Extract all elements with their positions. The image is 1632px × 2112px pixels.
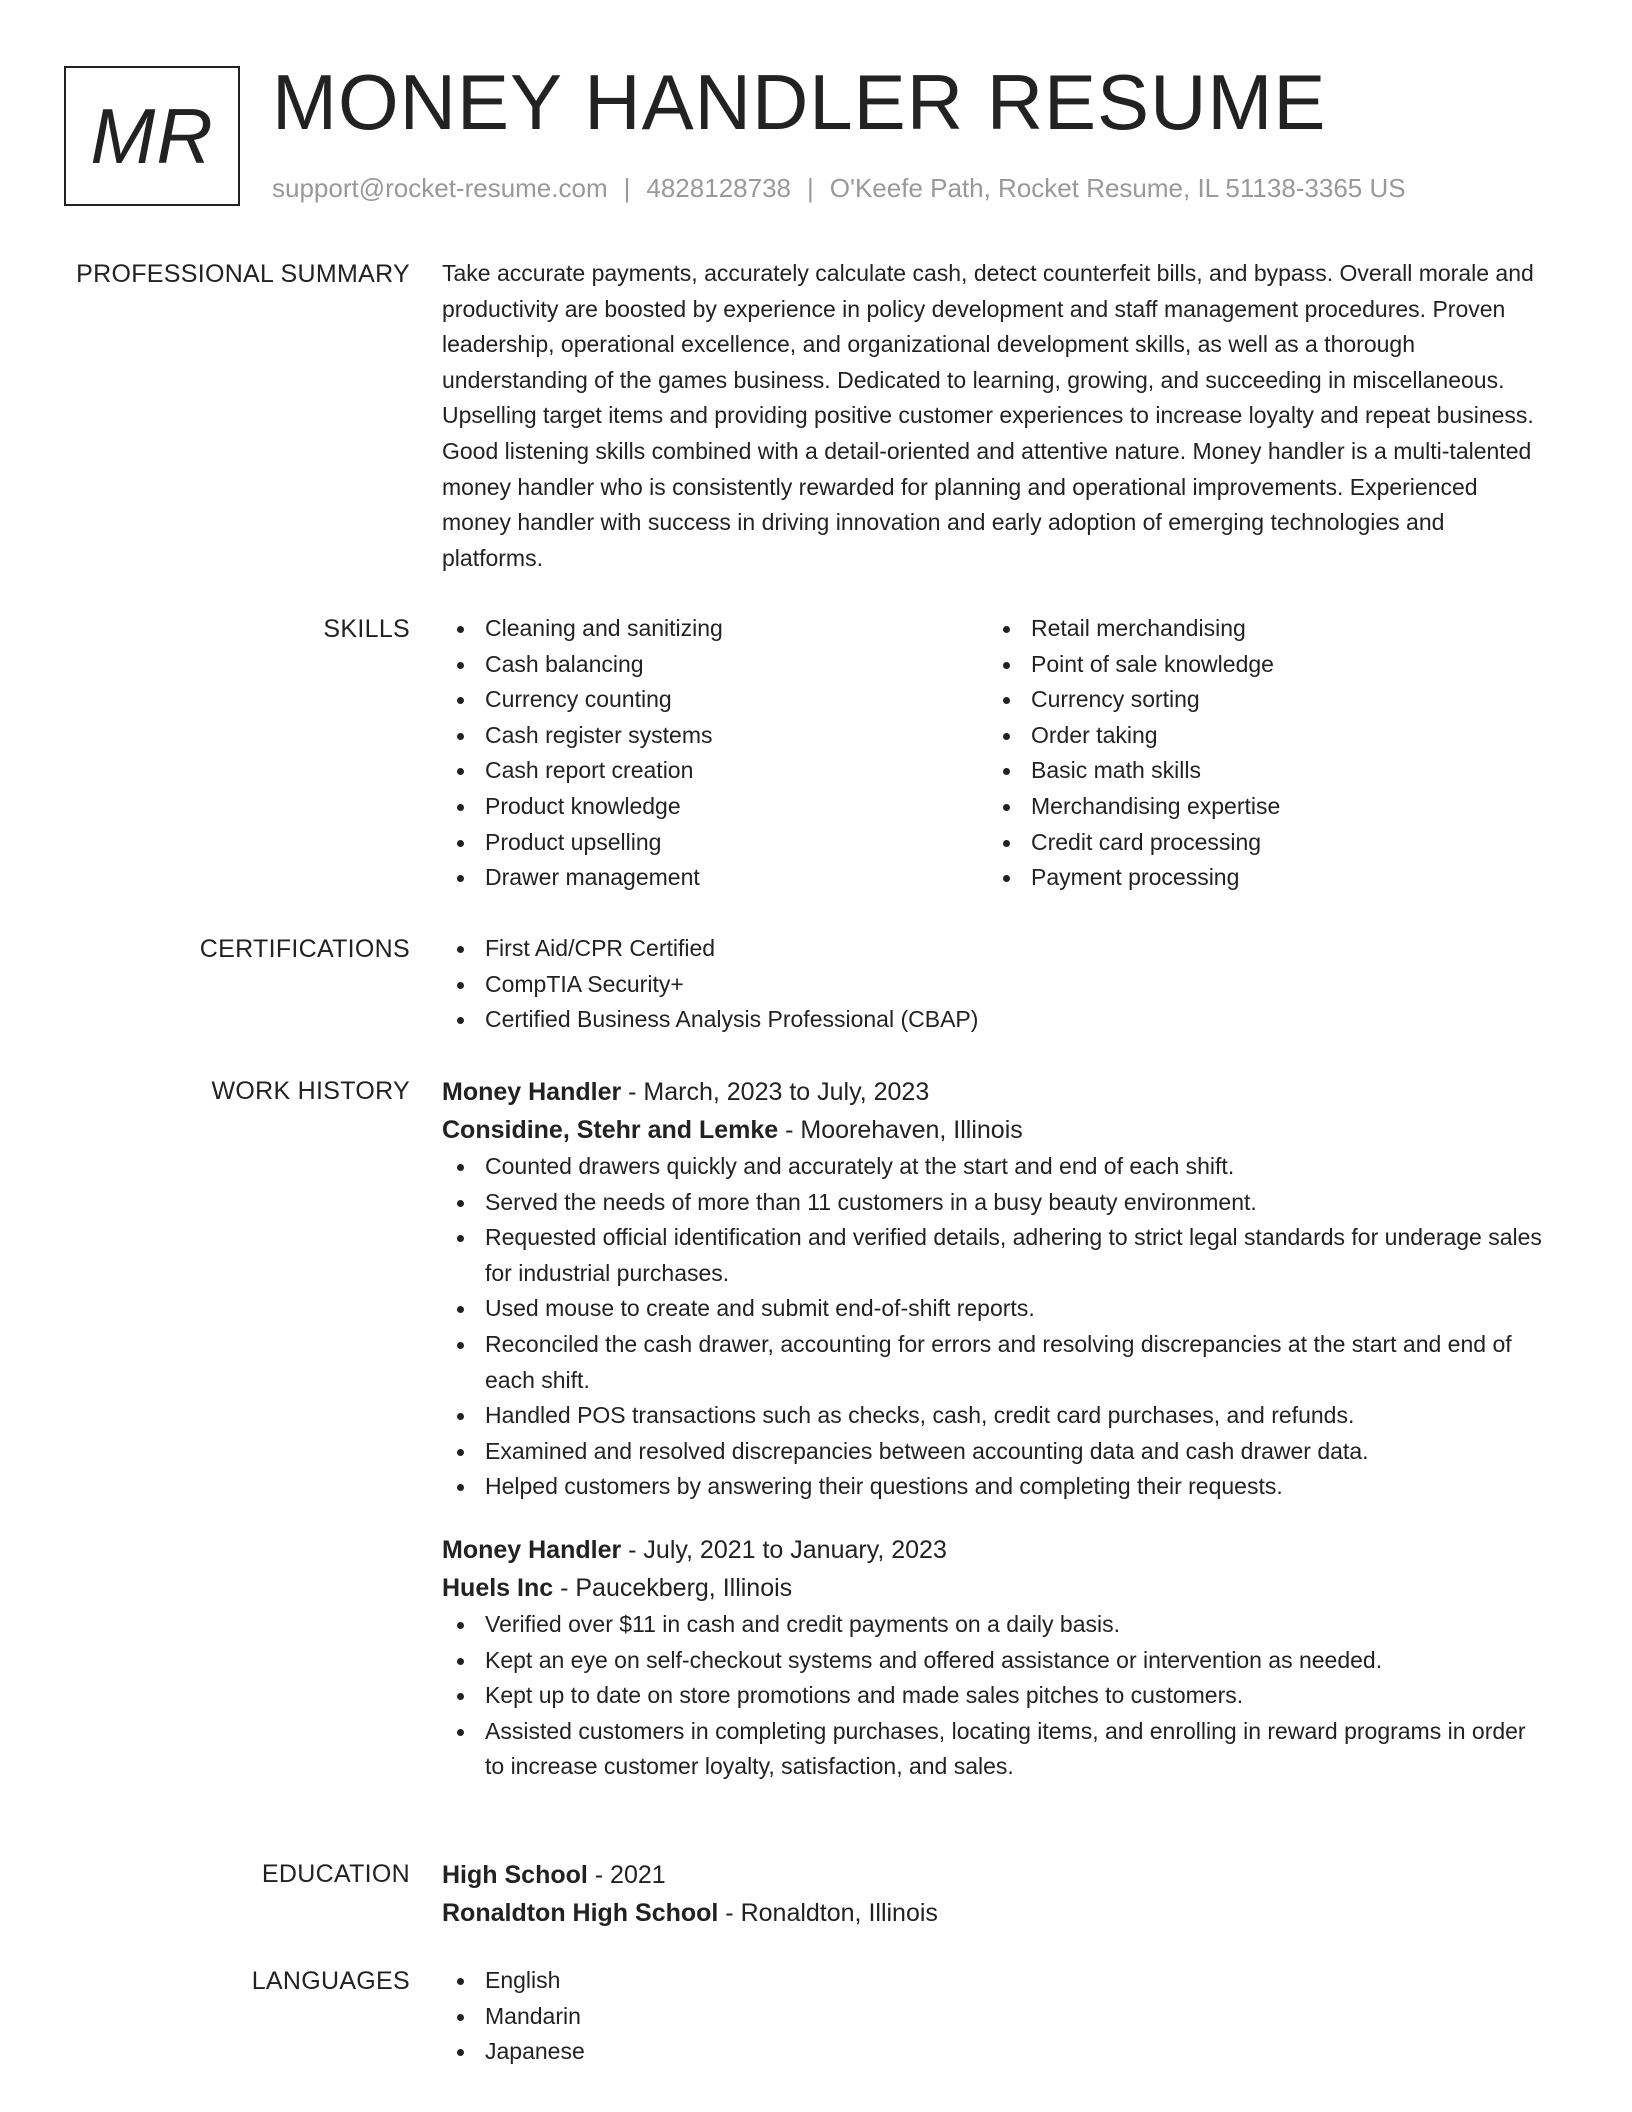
section-label-education: EDUCATION: [261, 1860, 410, 1888]
summary-text: Take accurate payments, accurately calculate cash, detect counterfeit bills, and bypass. Overall morale and productivity are boosted by experience in policy development and staff management procedures. Proven leadership, operational excellence, and organizational development skills, as well as a thorough understanding of the games business. Dedicated to learning, growing, and succeeding in miscellaneous. Upselling target items and providing positive customer experiences to increase loyalty and repeat business. Good listening skills combined with a detail-oriented and attentive nature. Money handler is a multi-talented money handler who is consistently rewarded for planning and operational improvements. Experienced money handler with success in driving innovation and early adoption of emerging technologies and platforms.: [442, 260, 1534, 571]
job-company-line: [442, 1111, 1544, 1149]
job-bullet: Counted drawers quickly and accurately at the start and end of each shift.: [442, 1149, 1544, 1185]
job-title-line: [442, 1531, 1544, 1569]
job-title: Money Handler: [442, 1078, 622, 1106]
education-school-line: [442, 1894, 1544, 1932]
education-location: - Ronaldton, Illinois: [718, 1899, 938, 1927]
job-company: Considine, Stehr and Lemke: [442, 1116, 779, 1144]
skills-list-left: [442, 611, 988, 896]
skill-item: Point of sale knowledge: [988, 647, 1534, 683]
job-bullet: Used mouse to create and submit end-of-shift reports.: [442, 1291, 1544, 1327]
skill-item: Payment processing: [988, 860, 1534, 896]
contact-separator: |: [807, 173, 814, 203]
job-company-line: [442, 1569, 1544, 1607]
job-bullet: Verified over $11 in cash and credit payments on a daily basis.: [442, 1607, 1544, 1643]
job-dates: - July, 2021 to January, 2023: [621, 1535, 947, 1564]
skill-item: Currency counting: [442, 682, 988, 718]
job-bullet: Handled POS transactions such as checks, cash, credit card purchases, and refunds.: [442, 1398, 1544, 1434]
job-bullet: Examined and resolved discrepancies between accounting data and cash drawer data.: [442, 1434, 1544, 1470]
skill-item: Product knowledge: [442, 789, 988, 825]
section-label-summary: PROFESSIONAL SUMMARY: [76, 260, 410, 288]
skill-item: Cash register systems: [442, 718, 988, 754]
job-entry: [442, 1073, 1544, 1505]
language-item: English: [442, 1963, 1544, 1999]
education-school: Ronaldton High School: [442, 1899, 719, 1927]
languages-body: [442, 1963, 1544, 2070]
job-title: Money Handler: [442, 1535, 622, 1564]
job-bullet: Kept up to date on store promotions and made sales pitches to customers.: [442, 1678, 1544, 1714]
job-location: - Moorehaven, Illinois: [778, 1116, 1023, 1144]
monogram-initials: MR: [90, 91, 214, 180]
certification-item: First Aid/CPR Certified: [442, 931, 1544, 967]
contact-separator: |: [623, 173, 631, 203]
section-label-certifications: CERTIFICATIONS: [199, 935, 410, 963]
languages-list: [442, 1963, 1544, 2070]
education-degree: High School: [442, 1861, 588, 1889]
contact-line: [272, 172, 1406, 204]
job-dates: - March, 2023 to July, 2023: [621, 1078, 930, 1106]
job-bullet-list: [442, 1149, 1544, 1505]
section-label-skills: SKILLS: [323, 615, 410, 643]
skill-item: Cash balancing: [442, 647, 988, 683]
summary-body: [442, 256, 1544, 576]
section-label-work-history: WORK HISTORY: [211, 1077, 410, 1105]
certification-item: Certified Business Analysis Professional (CBAP): [442, 1002, 1544, 1038]
education-degree-line: [442, 1856, 1544, 1894]
job-bullet: Served the needs of more than 11 customers in a busy beauty environment.: [442, 1185, 1544, 1221]
job-bullet-list: [442, 1607, 1544, 1785]
skill-item: Credit card processing: [988, 825, 1534, 861]
contact-email: support@rocket-resume.com: [272, 173, 608, 203]
job-entry: [442, 1531, 1544, 1785]
skill-item: Cleaning and sanitizing: [442, 611, 988, 647]
skill-item: Merchandising expertise: [988, 789, 1534, 825]
certifications-body: [442, 931, 1544, 1038]
language-item: Japanese: [442, 2034, 1544, 2070]
skill-item: Currency sorting: [988, 682, 1534, 718]
monogram-box: [64, 66, 240, 206]
certification-item: CompTIA Security+: [442, 967, 1544, 1003]
work-history-body: [442, 1073, 1544, 1785]
section-label-languages: LANGUAGES: [251, 1967, 410, 1995]
job-bullet: Requested official identification and verified details, adhering to strict legal standards for underage sales for industrial purchases.: [442, 1220, 1544, 1291]
job-company: Huels Inc: [442, 1573, 554, 1602]
skill-item: Drawer management: [442, 860, 988, 896]
skill-item: Cash report creation: [442, 753, 988, 789]
resume-title: MONEY HANDLER RESUME: [272, 58, 1327, 146]
education-year: - 2021: [587, 1861, 666, 1889]
skill-item: Retail merchandising: [988, 611, 1534, 647]
contact-address: O'Keefe Path, Rocket Resume, IL 51138-3365 US: [829, 173, 1406, 203]
skill-item: Basic math skills: [988, 753, 1534, 789]
job-bullet: Reconciled the cash drawer, accounting for errors and resolving discrepancies at the start and end of each shift.: [442, 1327, 1544, 1398]
job-bullet: Kept an eye on self-checkout systems and offered assistance or intervention as needed.: [442, 1643, 1544, 1679]
contact-phone: 4828128738: [646, 173, 791, 203]
language-item: Mandarin: [442, 1999, 1544, 2035]
job-location: - Paucekberg, Illinois: [553, 1573, 793, 1602]
job-title-line: [442, 1073, 1544, 1111]
skills-body: [442, 611, 1544, 896]
education-body: [442, 1856, 1544, 1932]
job-bullet: Helped customers by answering their questions and completing their requests.: [442, 1469, 1544, 1505]
skills-list-right: [988, 611, 1534, 896]
skill-item: Product upselling: [442, 825, 988, 861]
certifications-list: [442, 931, 1544, 1038]
job-bullet: Assisted customers in completing purchases, locating items, and enrolling in reward programs in order to increase customer loyalty, satisfaction, and sales.: [442, 1714, 1544, 1785]
skill-item: Order taking: [988, 718, 1534, 754]
